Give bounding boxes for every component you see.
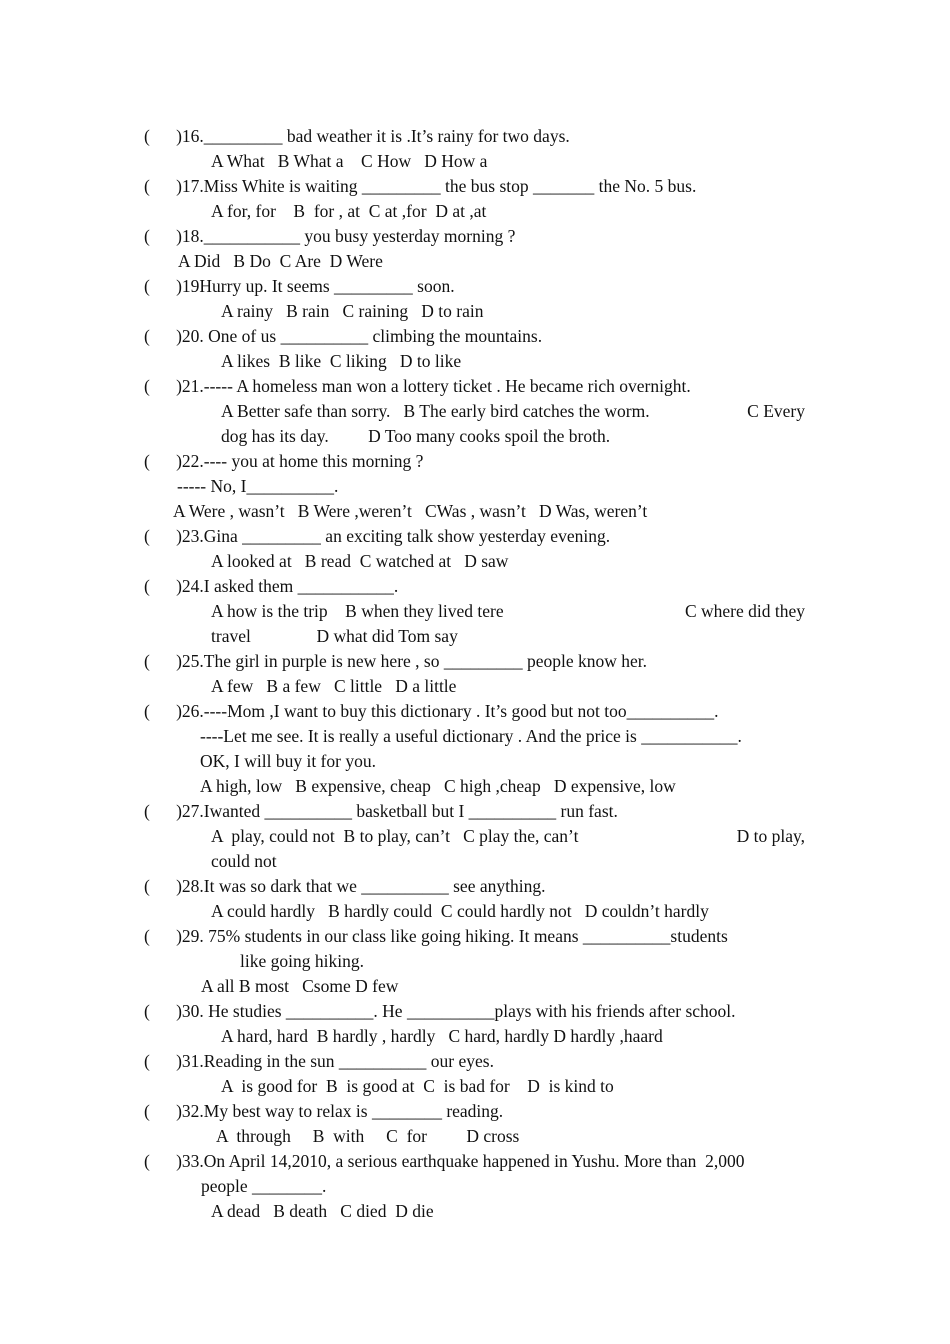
question-19-stem: ( )19Hurry up. It seems _________ soon. bbox=[144, 276, 455, 296]
question-31-stem: ( )31.Reading in the sun __________ our eyes. bbox=[144, 1051, 494, 1071]
question-26-stem: ( )26.----Mom ,I want to buy this dictionary . It’s good but not too__________. bbox=[144, 701, 719, 721]
question-25-options: A few B a few C little D a little bbox=[211, 676, 457, 696]
question-23-options: A looked at B read C watched at D saw bbox=[211, 551, 509, 571]
question-24-options-line-1 bbox=[211, 599, 805, 624]
question-23-stem: ( )23.Gina _________ an exciting talk show yesterday evening. bbox=[144, 526, 611, 546]
question-21-option-c-start: C Every bbox=[747, 401, 805, 421]
question-27-stem: ( )27.Iwanted __________ basketball but I __________ run fast. bbox=[144, 801, 618, 821]
question-30-options: A hard, hard B hardly , hardly C hard, hardly D hardly ,haard bbox=[221, 1026, 663, 1046]
question-16-stem: ( )16._________ bad weather it is .It’s rainy for two days. bbox=[144, 126, 570, 146]
question-27-option-d-start: D to play, bbox=[736, 826, 805, 846]
question-29-stem: ( )29. 75% students in our class like going hiking. It means __________students bbox=[144, 926, 728, 946]
question-24-option-c-start: C where did they bbox=[684, 601, 805, 621]
question-30-stem: ( )30. He studies __________. He __________plays with his friends after school. bbox=[144, 1001, 736, 1021]
question-18-options: A Did B Do C Are D Were bbox=[178, 251, 383, 271]
question-26-options: A high, low B expensive, cheap C high ,cheap D expensive, low bbox=[200, 776, 676, 796]
question-22-dialogue: ----- No, I__________. bbox=[177, 476, 339, 496]
question-16-options: A What B What a C How D How a bbox=[211, 151, 488, 171]
question-21-options-line-1 bbox=[221, 399, 805, 424]
question-21-options-ab: A Better safe than sorry. B The early bird catches the worm. bbox=[221, 401, 650, 421]
question-28-options: A could hardly B hardly could C could hardly not D couldn’t hardly bbox=[211, 901, 709, 921]
question-32-options: A through B with C for D cross bbox=[216, 1126, 520, 1146]
question-24-stem: ( )24.I asked them ___________. bbox=[144, 576, 399, 596]
question-27-options-abc: A play, could not B to play, can’t C play the, can’t bbox=[211, 826, 579, 846]
question-27-options-line-2: could not bbox=[211, 851, 277, 871]
question-19-options: A rainy B rain C raining D to rain bbox=[221, 301, 484, 321]
question-24-options-line-2: travel D what did Tom say bbox=[211, 626, 458, 646]
question-29-stem-continued: like going hiking. bbox=[240, 951, 364, 971]
question-20-stem: ( )20. One of us __________ climbing the mountains. bbox=[144, 326, 543, 346]
question-24-options-ab: A how is the trip B when they lived tere bbox=[211, 601, 504, 621]
question-29-options: A all B most Csome D few bbox=[201, 976, 399, 996]
question-17-stem: ( )17.Miss White is waiting _________ the bus stop _______ the No. 5 bus. bbox=[144, 176, 697, 196]
question-22-stem: ( )22.---- you at home this morning ? bbox=[144, 451, 424, 471]
question-21-options-line-2: dog has its day. D Too many cooks spoil the broth. bbox=[221, 426, 611, 446]
question-33-stem: ( )33.On April 14,2010, a serious earthquake happened in Yushu. More than 2,000 bbox=[144, 1151, 745, 1171]
question-33-stem-continued: people ________. bbox=[201, 1176, 327, 1196]
question-25-stem: ( )25.The girl in purple is new here , so _________ people know her. bbox=[144, 651, 648, 671]
question-26-dialogue-2: OK, I will buy it for you. bbox=[200, 751, 376, 771]
question-31-options: A is good for B is good at C is bad for D is kind to bbox=[221, 1076, 614, 1096]
question-26-dialogue-1: ----Let me see. It is really a useful dictionary . And the price is ___________. bbox=[200, 726, 742, 746]
question-18-stem: ( )18.___________ you busy yesterday morning ? bbox=[144, 226, 516, 246]
question-28-stem: ( )28.It was so dark that we __________ see anything. bbox=[144, 876, 546, 896]
question-32-stem: ( )32.My best way to relax is ________ reading. bbox=[144, 1101, 504, 1121]
question-17-options: A for, for B for , at C at ,for D at ,at bbox=[211, 201, 487, 221]
question-27-options-line-1 bbox=[211, 824, 805, 849]
question-20-options: A likes B like C liking D to like bbox=[221, 351, 462, 371]
question-33-options: A dead B death C died D die bbox=[211, 1201, 434, 1221]
question-21-stem: ( )21.----- A homeless man won a lottery ticket . He became rich overnight. bbox=[144, 376, 691, 396]
question-22-options: A Were , wasn’t B Were ,weren’t CWas , wasn’t D Was, weren’t bbox=[173, 501, 648, 521]
